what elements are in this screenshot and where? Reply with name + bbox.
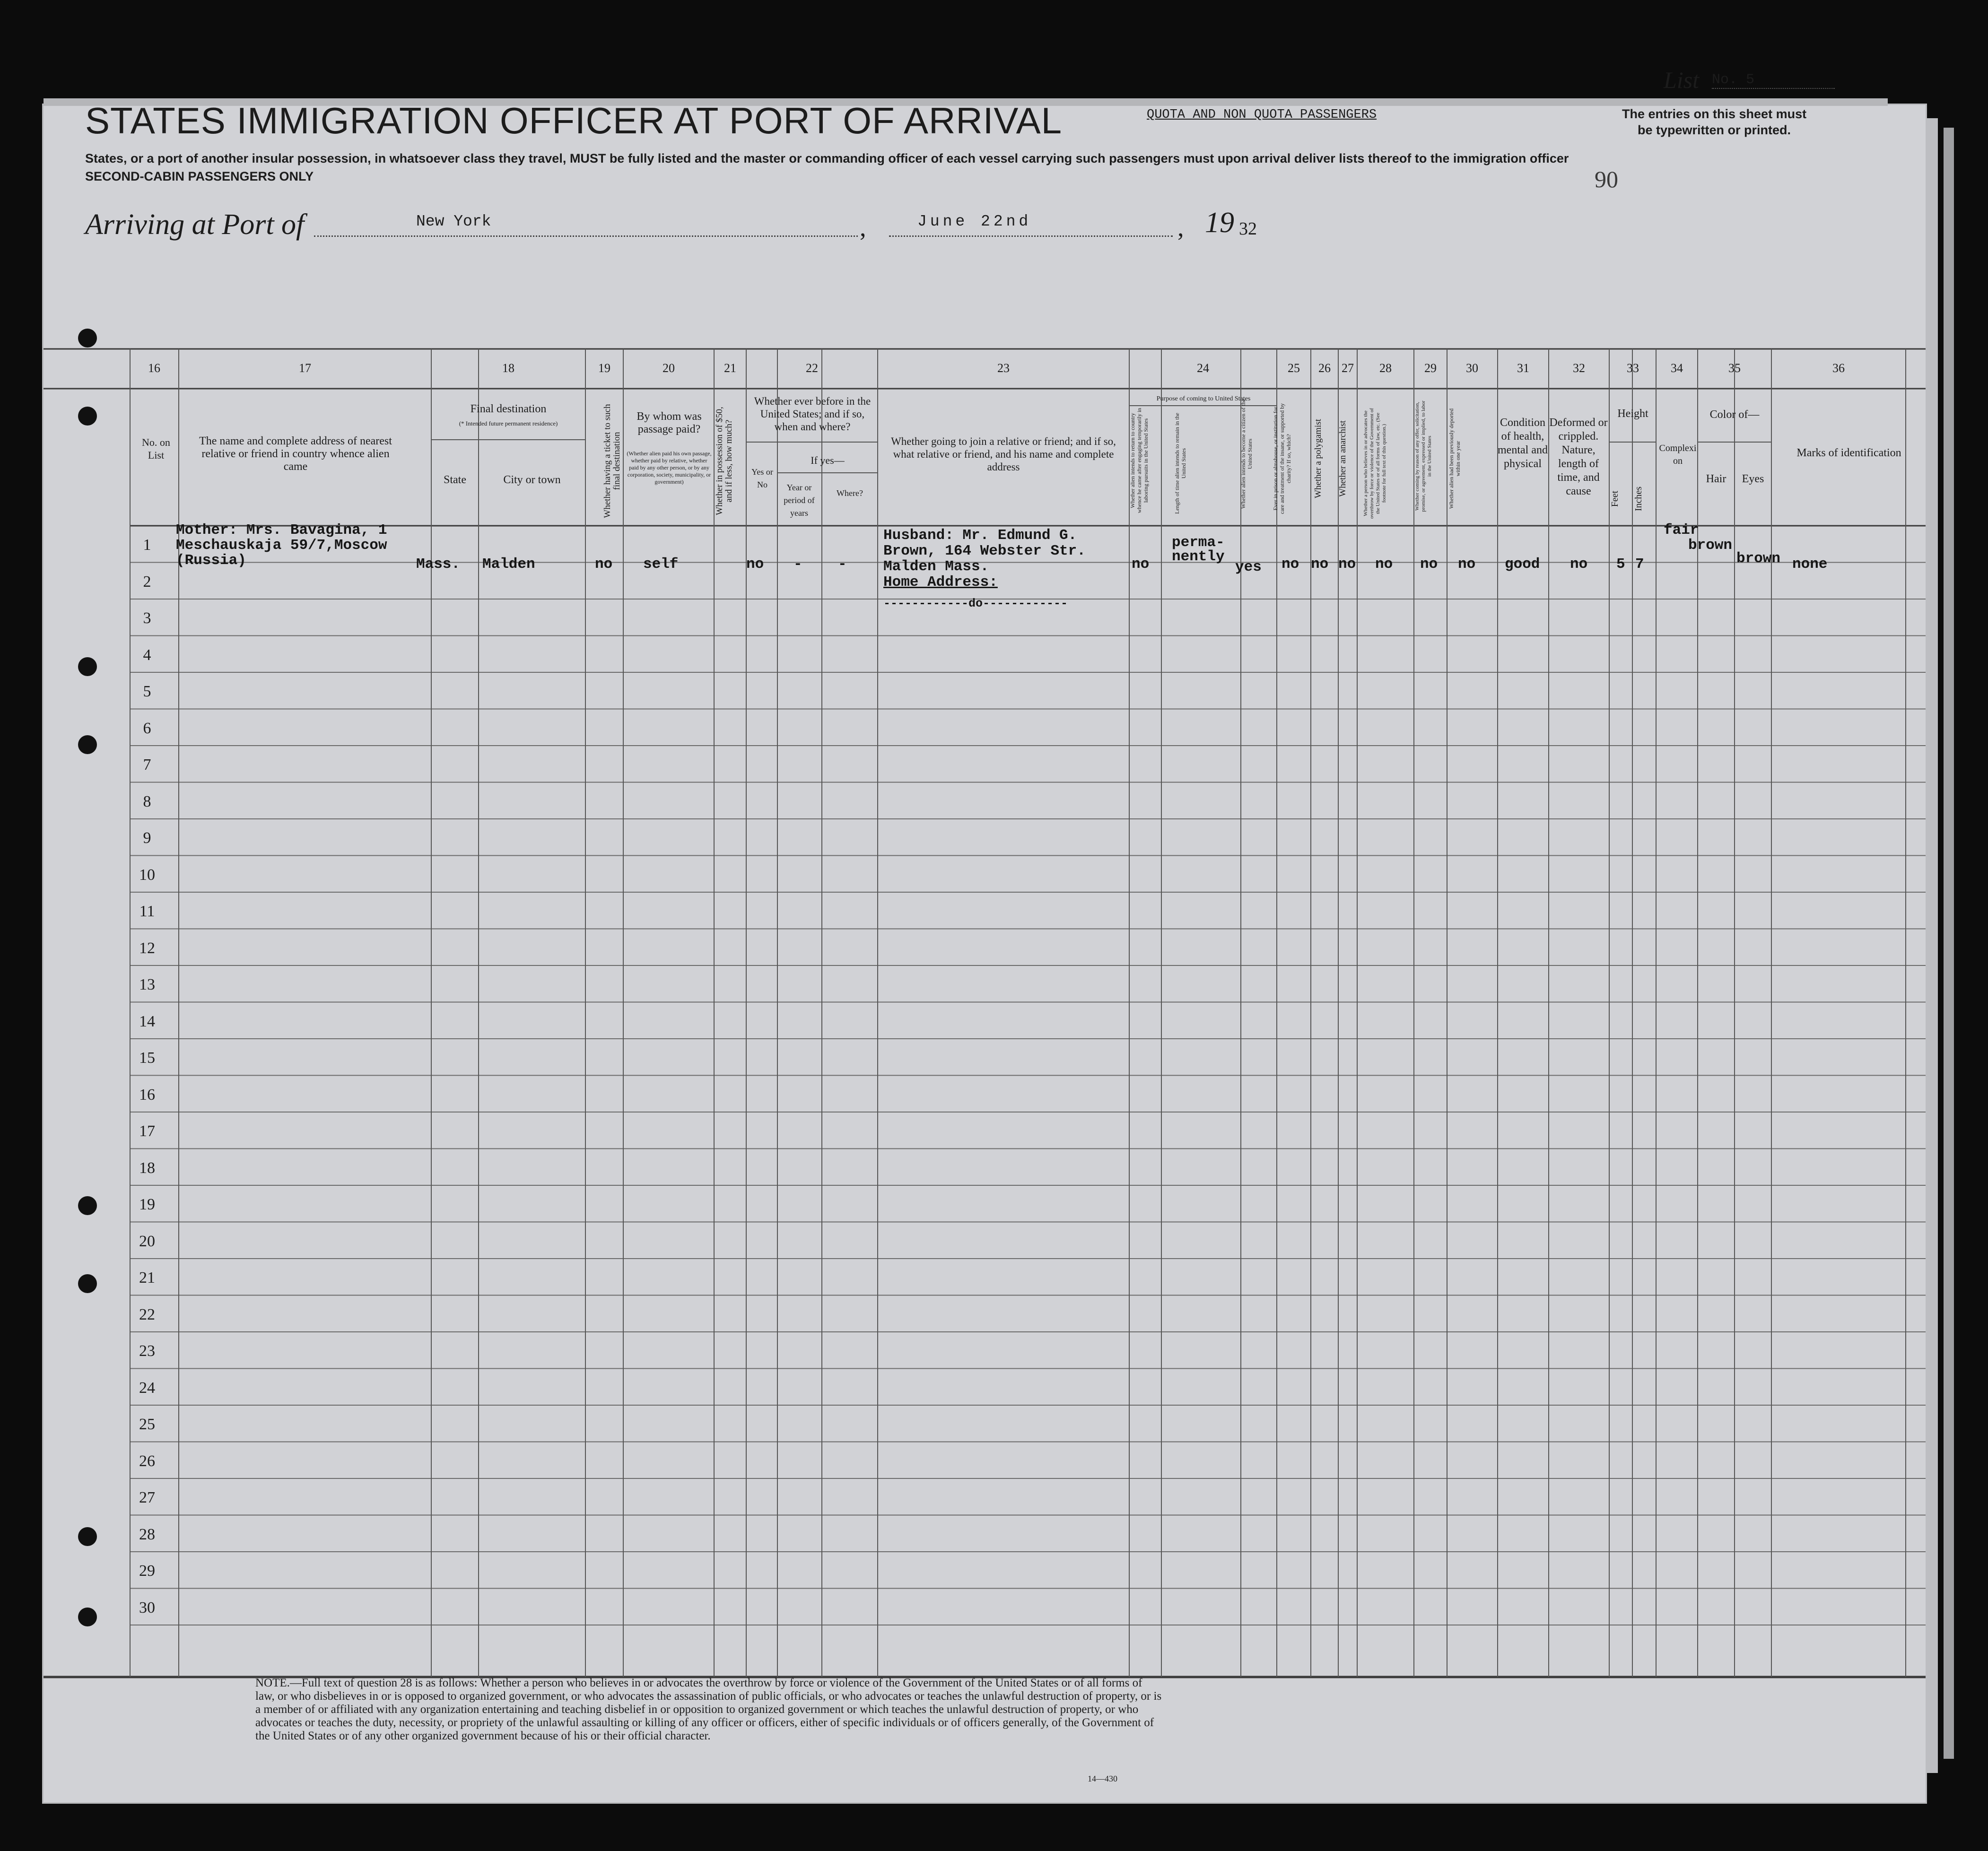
port-value: New York (416, 213, 491, 230)
row-number: 17 (139, 1122, 155, 1140)
separator: , (860, 213, 866, 242)
col18-subtitle: (* Intended future permanent residence) (459, 420, 558, 427)
height-inches: 7 (1635, 556, 1644, 573)
col17-header: The name and complete address of nearest relative or friend in country whence alien came (199, 435, 392, 473)
hair-color: brown (1688, 537, 1733, 554)
col22-where-header: Where? (837, 488, 863, 498)
column-number: 34 (1671, 361, 1683, 375)
column-number: 16 (148, 361, 160, 375)
row-number: 1 (143, 536, 151, 554)
col29-header: Whether coming by reason of any offer, solicitation, promise, or agreement, expressed or implied, to labor in the United States (1414, 400, 1432, 512)
column-number: 32 (1573, 361, 1585, 375)
col35-eyes-header: Eyes (1742, 473, 1764, 485)
complexion-value: fair (1664, 522, 1699, 539)
row-number: 9 (143, 829, 151, 847)
col22-year-header: Year or period of years (784, 483, 815, 518)
states-note: States, or a port of another insular possession, in whatsoever class they travel, MUST be fully listed and the master or commanding officer of each vessel carrying such passengers must upon arrival deliver lists thereof to the immigration officer (85, 151, 1569, 165)
column-number: 24 (1197, 361, 1209, 375)
col31-header: Condition of health, mental and physical (1498, 417, 1548, 470)
row-number: 16 (139, 1086, 155, 1104)
height-feet: 5 (1616, 556, 1625, 573)
relative-address-line: (Russia) (176, 552, 246, 569)
separator: , (1177, 213, 1184, 242)
row-number: 20 (139, 1232, 155, 1250)
column-number: 28 (1379, 361, 1392, 375)
row-number: 29 (139, 1562, 155, 1580)
row-number: 30 (139, 1599, 155, 1616)
anarchist-value: no (1338, 556, 1356, 573)
col24c-header: Whether alien intends to become a citizen of the United States (1240, 399, 1253, 509)
col34-header: Complexion (1659, 443, 1697, 466)
sheet-number: 90 (1595, 166, 1618, 192)
row-number: 10 (139, 866, 155, 884)
arrival-date: June 22nd (917, 213, 1032, 230)
relative-address-line: Mother: Mrs. Bavagina, 1 (176, 522, 387, 539)
col33-inches-header: Inches (1633, 486, 1644, 512)
health-value: good (1505, 556, 1540, 573)
column-number: 21 (724, 361, 736, 375)
join-relative-line: Home Address: (883, 574, 998, 591)
row-number: 21 (139, 1269, 155, 1286)
row-number: 3 (143, 609, 151, 627)
row-number: 11 (139, 903, 155, 920)
column-number: 23 (997, 361, 1010, 375)
col33-title: Height (1617, 408, 1648, 420)
identification-marks: none (1792, 556, 1828, 573)
col18-state-header: State (444, 474, 466, 486)
before-us-where: - (838, 556, 847, 573)
before-us-value: no (746, 556, 764, 573)
join-relative-line: Malden Mass. (883, 558, 989, 575)
col32-header: Deformed or crippled. Nature, length of time, and cause (1549, 417, 1608, 497)
overthrow-value: no (1375, 556, 1393, 573)
row-number: 5 (143, 683, 151, 700)
second-cabin-label: SECOND-CABIN PASSENGERS ONLY (85, 169, 314, 183)
row-number: 18 (139, 1159, 155, 1177)
length-of-stay: nently (1172, 548, 1225, 565)
row-number: 7 (143, 756, 151, 773)
form-number: 14—430 (1088, 1774, 1117, 1783)
col22-yesno-header: Yes or No (751, 467, 773, 489)
deported-value: no (1458, 556, 1476, 573)
row-number: 8 (143, 792, 151, 810)
row-number: 2 (143, 573, 151, 591)
col20-title: By whom was passage paid? (637, 410, 702, 435)
col23-header: Whether going to join a relative or friend; and if so, what relative or friend, and his name and complete address (891, 435, 1116, 473)
entries-note-line: be typewritten or printed. (1638, 123, 1791, 137)
eye-color: brown (1736, 550, 1781, 567)
column-number: 22 (806, 361, 818, 375)
col19-header: Whether having a ticket to such final destination (602, 404, 622, 518)
column-number: 29 (1424, 361, 1437, 375)
col24a-header: Whether alien intends to return to country whence he came after engaging temporarily in laboring pursuits in the United States (1129, 408, 1149, 513)
page-title: STATES IMMIGRATION OFFICER AT PORT OF ARRIVAL (85, 100, 1063, 141)
column-number: 33 (1627, 361, 1639, 375)
row-number: 6 (143, 719, 151, 737)
prison-value: no (1282, 556, 1299, 573)
entries-note-line: The entries on this sheet must (1622, 107, 1807, 121)
column-number: 17 (299, 361, 311, 375)
column-number: 30 (1466, 361, 1478, 375)
row-number: 22 (139, 1305, 155, 1323)
list-label: List (1664, 67, 1700, 93)
row-number: 15 (139, 1049, 155, 1067)
column-number: 20 (663, 361, 675, 375)
polygamist-value: no (1311, 556, 1329, 573)
quota-label: QUOTA AND NON QUOTA PASSENGERS (1147, 108, 1377, 122)
col21-header: Whether in possession of $50, and if less, how much? (715, 407, 734, 515)
destination-state: Mass. (416, 556, 461, 573)
col26-header: Whether a polygamist (1313, 419, 1323, 498)
col25-header: Ever in prison or almshouse, or institution for care and treatment of the insane, or supported by charity? If so, which? (1272, 403, 1292, 514)
col35-hair-header: Hair (1706, 473, 1726, 485)
row-number: 14 (139, 1012, 155, 1030)
col24b-header: Length of time alien intends to remain in the United States (1174, 413, 1187, 514)
passage-paid-value: self (643, 556, 679, 573)
deformed-value: no (1570, 556, 1588, 573)
col30-header: Whether alien had been previously deported within one year (1448, 408, 1461, 509)
arriving-label: Arriving at Port of (85, 209, 305, 241)
row-number: 19 (139, 1196, 155, 1213)
col24-title: Purpose of coming to United States (1156, 395, 1251, 402)
relative-address-line: Meschauskaja 59/7,Moscow (176, 537, 387, 554)
row-number: 28 (139, 1525, 155, 1543)
list-number: No. 5 (1712, 72, 1835, 89)
col20-subtitle: (Whether alien paid his own passage, whether paid by relative, whether paid by any other person, or by any corporation, society, municipality, or government) (627, 450, 712, 485)
row-number: 24 (139, 1379, 155, 1397)
destination-city: Malden (482, 556, 535, 573)
row-number: 4 (143, 646, 151, 664)
year-suffix: 32 (1239, 219, 1257, 239)
column-number: 27 (1342, 361, 1354, 375)
row-number: 26 (139, 1452, 155, 1470)
footnote: NOTE.—Full text of question 28 is as follows: Whether a person who believes in or advocates the overthrow by force or violence of the Government of the United States or of all forms of law, or who disbelieves in or is opposed to organized government, or who advocates the assassination of public officials, or who advocates or teaches the unlawful destruction of property, or is a member of or affiliated with any organization entertaining and teaching disbelief in or opposition to organized government or which teaches the unlawful destruction of property, or who advocates or teaches the duty, necessity, or propriety of the unlawful assaulting or killing of any officer or officers, either of specific individuals or of officers generally, of the Government of the United States or of any other organized government because of his or their official character. (255, 1677, 1162, 1742)
join-relative-line: Brown, 164 Webster Str. (883, 543, 1086, 559)
row-number: 25 (139, 1416, 155, 1433)
column-number: 31 (1517, 361, 1529, 375)
col16-header: No. on List (142, 436, 170, 461)
col27-header: Whether an anarchist (1338, 420, 1348, 497)
column-number: 26 (1318, 361, 1331, 375)
citizen-value: yes (1235, 559, 1262, 575)
row-number: 27 (139, 1489, 155, 1506)
column-number: 25 (1288, 361, 1300, 375)
join-relative-line: ------------do------------ (883, 597, 1068, 610)
col18-city-header: City or town (503, 474, 561, 486)
column-number: 19 (598, 361, 610, 375)
column-number: 18 (502, 361, 514, 375)
col22-title: Whether ever before in the United States; and if so, when and where? (754, 395, 871, 433)
row-number: 12 (139, 939, 155, 957)
row-number: 23 (139, 1342, 155, 1360)
col18-title: Final destination (470, 403, 547, 415)
ticket-value: no (595, 556, 613, 573)
col35-title: Color of— (1709, 408, 1760, 421)
before-us-year: - (793, 556, 802, 573)
col22-ifyes-header: If yes— (811, 454, 845, 466)
join-relative-line: Husband: Mr. Edmund G. (883, 527, 1077, 544)
labor-offer-value: no (1420, 556, 1438, 573)
col33-feet-header: Feet (1610, 490, 1620, 507)
row-number: 13 (139, 976, 155, 993)
column-number: 36 (1832, 361, 1845, 375)
col28-header: Whether a person who believes in or advocates the overthrow by force or violence of the Government of the United States or of all forms of law, etc. (See footnote for full text of this question.) (1363, 408, 1387, 519)
year-prefix: 19 (1205, 207, 1234, 239)
return-value: no (1132, 556, 1150, 573)
col36-header: Marks of identification (1796, 447, 1901, 459)
column-number: 35 (1728, 361, 1741, 375)
length-of-stay: perma- (1172, 534, 1225, 551)
